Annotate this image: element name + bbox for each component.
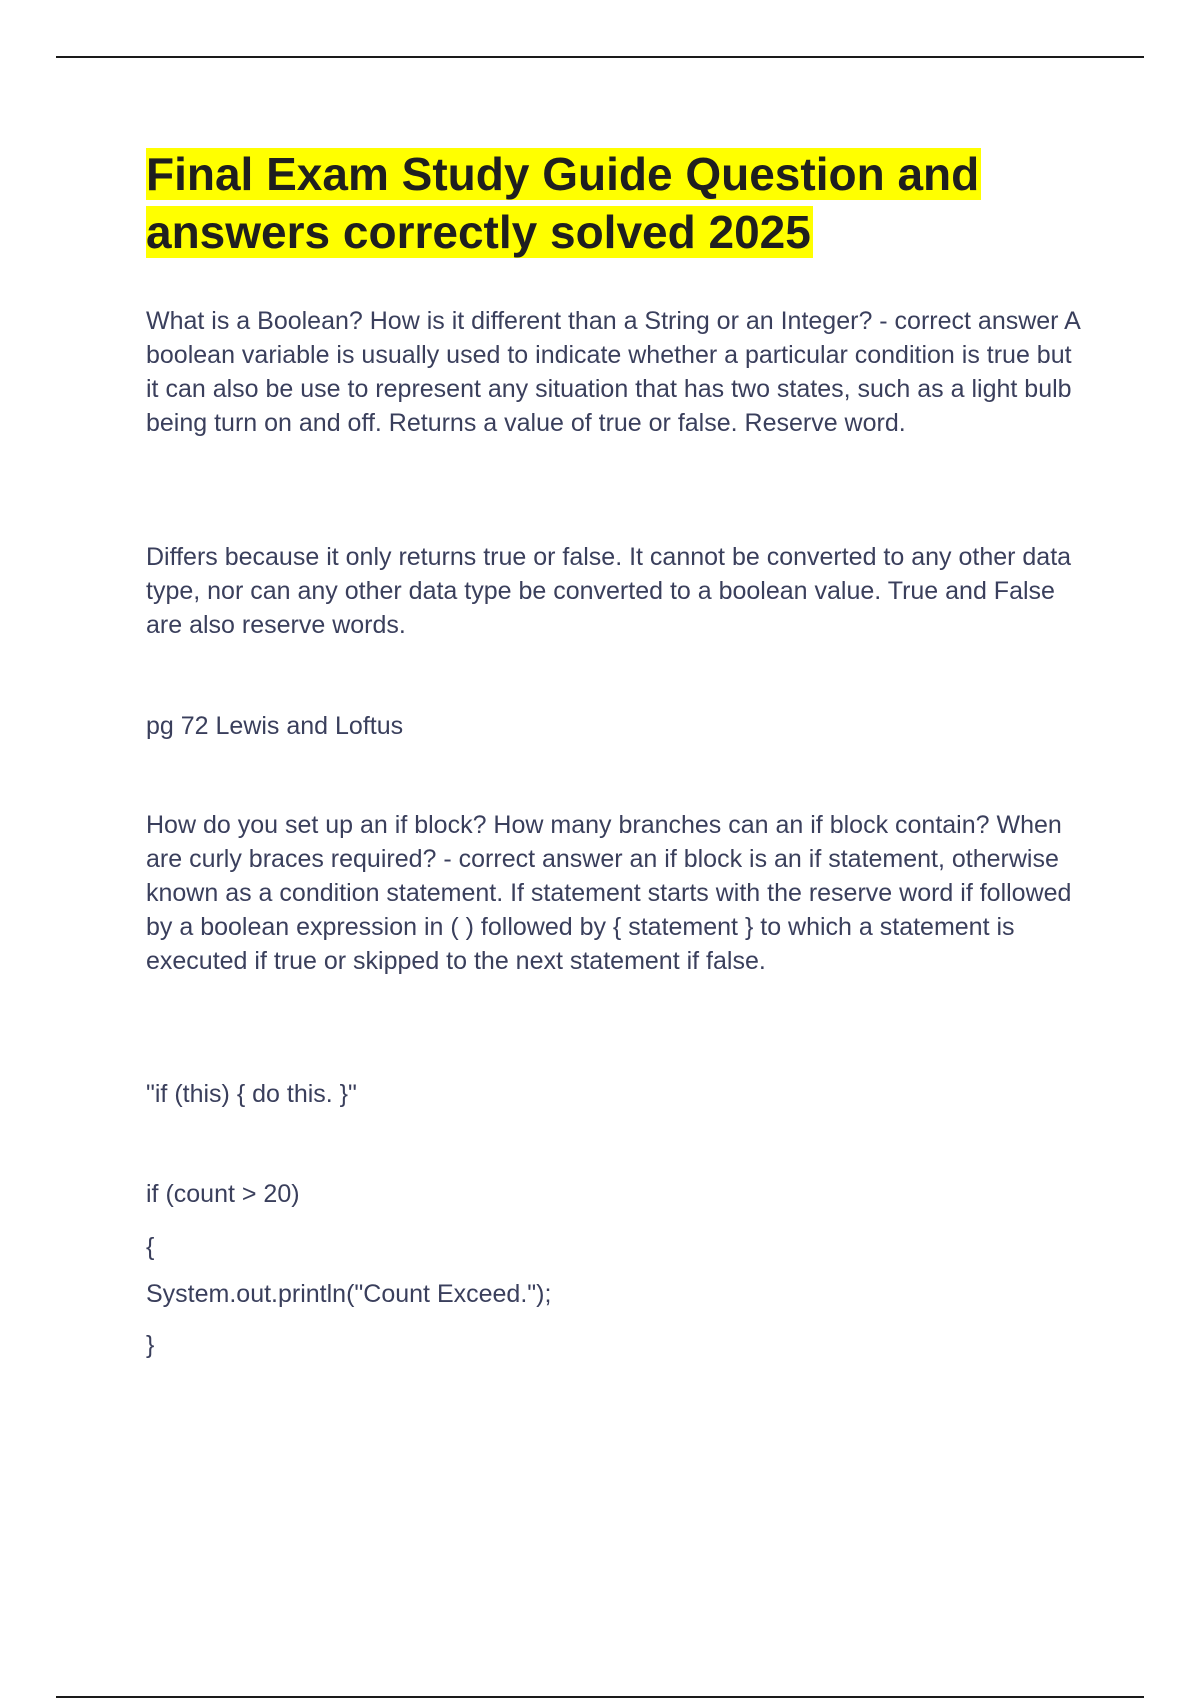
code-line: { — [146, 1233, 155, 1261]
paragraph-boolean-differs: Differs because it only returns true or false. It cannot be converted to any other data type, nor can any other data type be converted to a boolean value. True and False are also reserve words. — [146, 543, 1072, 639]
title-highlight: Final Exam Study Guide Question and answers correctly solved 2025 — [146, 148, 980, 258]
bottom-rule — [56, 1696, 1144, 1698]
paragraph-boolean-question: What is a Boolean? How is it different than a String or an Integer? - correct answer A boolean variable is usually used to indicate whether a particular condition is true but it can also be use to represent any situation that has two states, such as a light bulb being turn on and off. Returns a value of true or false. Reserve word. — [146, 307, 1080, 437]
code-line: System.out.println("Count Exceed."); — [146, 1280, 552, 1308]
code-line: if (count > 20) — [146, 1180, 300, 1208]
top-rule — [56, 56, 1144, 58]
paragraph-if-block-question: How do you set up an if block? How many branches can an if block contain? When are curly braces required? - correct answer an if block is an if statement, otherwise known as a condition statement. If statement starts with the reserve word if followed by a boolean expression in ( ) followed by { statement } to which a statement is executed if true or skipped to the next statement if false. — [146, 811, 1072, 975]
paragraph-if-syntax: "if (this) { do this. }" — [146, 1080, 357, 1108]
code-line: } — [146, 1331, 155, 1359]
document-title — [146, 145, 1046, 261]
paragraph-reference: pg 72 Lewis and Loftus — [146, 712, 404, 740]
